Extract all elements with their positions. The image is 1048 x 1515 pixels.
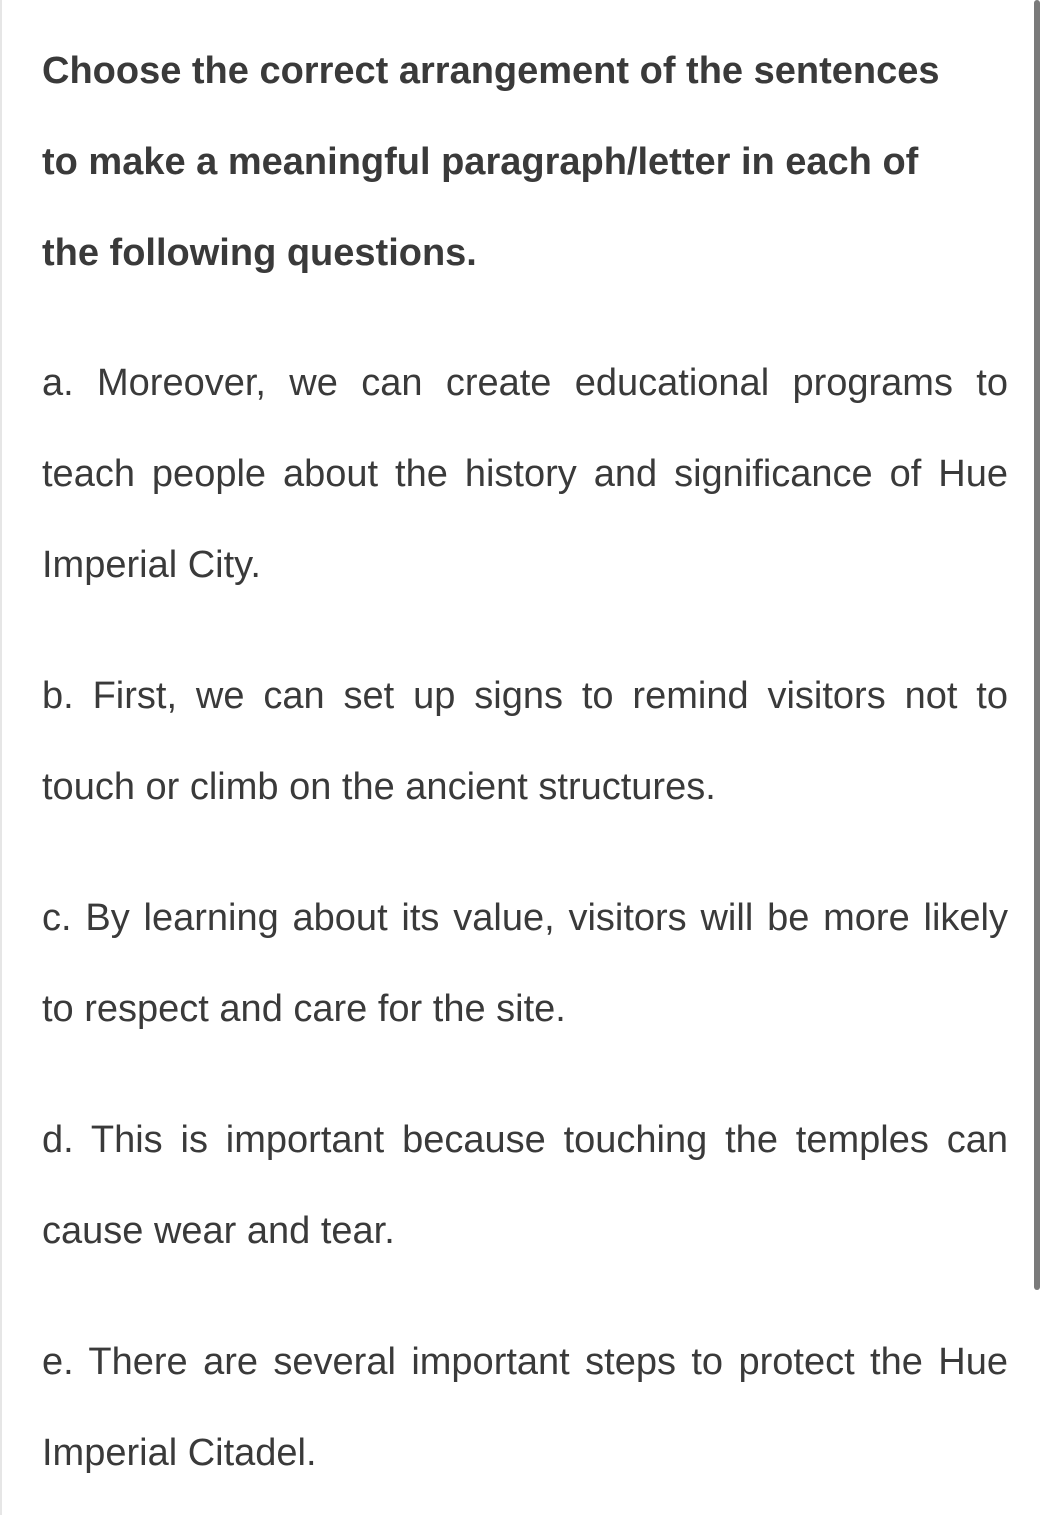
scrollbar-thumb[interactable] (1034, 0, 1040, 1290)
option-e: e. There are several important steps to protect the Hue Imperial Citadel. (42, 1341, 1008, 1474)
option-b: b. First, we can set up signs to remind visitors not to touch or climb on the ancient structures. (42, 675, 1008, 808)
instruction-line-2: to make a meaningful paragraph/letter in each of (42, 141, 919, 183)
question-content (42, 36, 1008, 1499)
option-c: c. By learning about its value, visitors will be more likely to respect and care for the site. (42, 897, 1008, 1030)
instruction-line-1: Choose the correct arrangement of the sentences (42, 50, 940, 92)
option-d: d. This is important because touching the temples can cause wear and tear. (42, 1119, 1008, 1252)
page-left-border (0, 0, 2, 1515)
instruction-line-3: the following questions. (42, 232, 477, 274)
question-instruction (42, 26, 1008, 299)
option-a: a. Moreover, we can create educational programs to teach people about the history and significance of Hue Imperial City. (42, 362, 1008, 586)
